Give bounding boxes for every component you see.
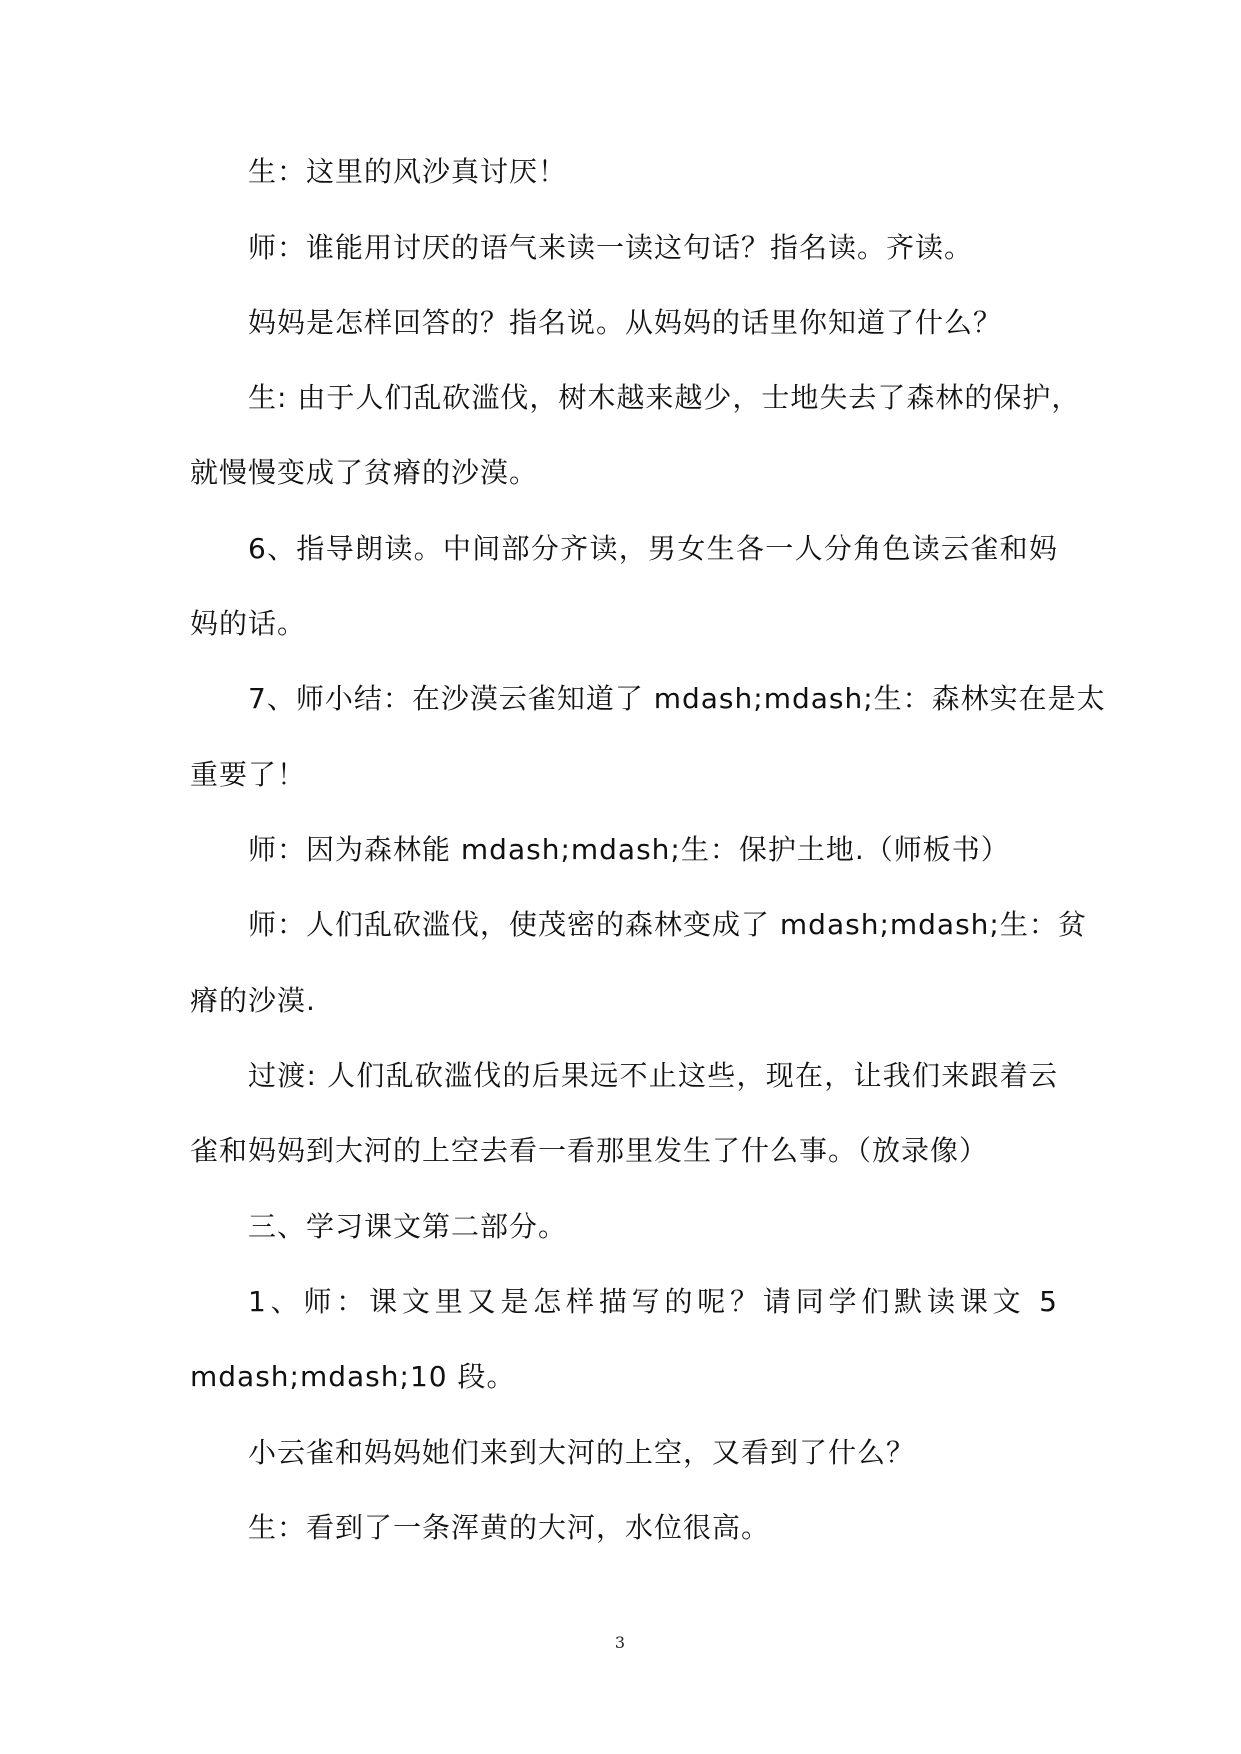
text-line: 师：因为森林能 mdash;mdash;生：保护土地.（师板书） (248, 833, 1010, 866)
text-line: 师：人们乱砍滥伐，使茂密的森林变成了 mdash;mdash;生：贫 (248, 908, 1087, 941)
text-line: 重要了！ (190, 758, 307, 791)
text-line: 过渡: 人们乱砍滥伐的后果远不止这些，现在，让我们来跟着云 (248, 1059, 1058, 1092)
text-line: 三、学习课文第二部分。 (248, 1210, 568, 1243)
text-line: 就慢慢变成了贫瘠的沙漠。 (190, 456, 539, 489)
text-line: 7、师小结：在沙漠云雀知道了 mdash;mdash;生：森林实在是太 (248, 682, 1106, 715)
text-line: 妈的话。 (190, 607, 307, 640)
text-line: 妈妈是怎样回答的？指名说。从妈妈的话里你知道了什么？ (248, 306, 1003, 339)
text-line: 小云雀和妈妈她们来到大河的上空，又看到了什么？ (248, 1436, 916, 1469)
text-line: 生：看到了一条浑黄的大河，水位很高。 (248, 1511, 771, 1544)
text-line: 6、指导朗读。中间部分齐读，男女生各一人分角色读云雀和妈 (248, 532, 1058, 565)
text-line: 生：这里的风沙真讨厌！ (248, 155, 568, 188)
text-line: 雀和妈妈到大河的上空去看一看那里发生了什么事。（放录像） (190, 1134, 989, 1167)
text-line: 瘠的沙漠. (190, 984, 316, 1017)
page-number: 3 (614, 1633, 626, 1652)
text-line: 生: 由于人们乱砍滥伐，树木越来越少，士地失去了森林的保护， (248, 381, 1081, 414)
text-line: 1、师：课文里又是怎样描写的呢？请同学们默读课文 5 (248, 1285, 1058, 1318)
text-line: mdash;mdash;10 段。 (190, 1360, 516, 1393)
text-line: 师：谁能用讨厌的语气来读一读这句话？指名读。齐读。 (248, 231, 974, 264)
